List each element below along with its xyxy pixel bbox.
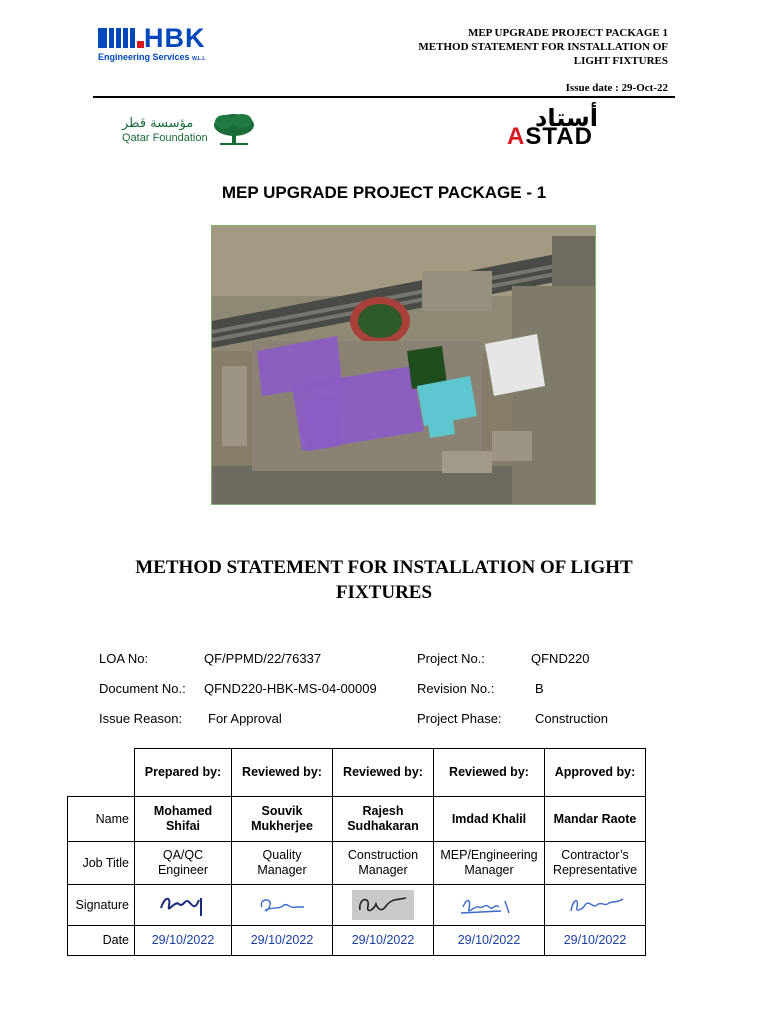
tree-icon — [212, 112, 256, 146]
job-title-cell: Quality Manager — [232, 842, 333, 885]
hbk-logo-wordmark: HBK — [144, 23, 206, 53]
signature-cell — [232, 885, 333, 926]
date-cell: 29/10/2022 — [333, 926, 434, 956]
header-title-line: LIGHT FIXTURES — [573, 55, 668, 67]
aerial-site-image — [211, 225, 596, 505]
header-title-line: METHOD STATEMENT FOR INSTALLATION OF — [418, 41, 668, 53]
astad-wordmark: ASTAD — [507, 123, 593, 150]
row-label-date: Date — [68, 926, 135, 956]
astad-arabic: أستاد — [535, 104, 598, 132]
revision-value: B — [535, 681, 544, 696]
qatar-foundation-arabic: مؤسسة قطر — [122, 116, 194, 131]
name-cell: Mohamed Shifai — [135, 797, 232, 842]
header-title-line: MEP UPGRADE PROJECT PACKAGE 1 — [467, 27, 668, 39]
aerial-map-graphic — [212, 226, 596, 505]
signature-image — [457, 893, 521, 917]
project-phase-label: Project Phase: — [417, 711, 502, 726]
header-title-block — [418, 26, 668, 68]
name-cell: Imdad Khalil — [434, 797, 545, 842]
job-title-cell: MEP/Engineering Manager — [434, 842, 545, 885]
signature-cell — [434, 885, 545, 926]
document-no-label: Document No.: — [99, 681, 186, 696]
signature-row — [68, 885, 646, 926]
job-title-row — [68, 842, 646, 885]
row-label-name: Name — [68, 797, 135, 842]
name-cell: Souvik Mukherjee — [232, 797, 333, 842]
method-statement-title: METHOD STATEMENT FOR INSTALLATION OF LIGHT FIXTURES — [135, 557, 633, 603]
row-label-signature: Signature — [68, 885, 135, 926]
date-cell: 29/10/2022 — [545, 926, 646, 956]
signoff-header-row — [68, 749, 646, 797]
job-title-cell: QA/QC Engineer — [135, 842, 232, 885]
date-row — [68, 926, 646, 956]
column-header: Approved by: — [545, 749, 646, 797]
signature-cell — [333, 885, 434, 926]
header-divider — [93, 96, 675, 98]
date-cell: 29/10/2022 — [434, 926, 545, 956]
signature-image — [563, 893, 627, 917]
signoff-table — [67, 748, 646, 956]
issue-date: Issue date : 29-Oct-22 — [565, 82, 668, 94]
project-no-value: QFND220 — [531, 651, 590, 666]
date-cell: 29/10/2022 — [135, 926, 232, 956]
hbk-logo — [98, 24, 210, 66]
signoff-corner-cell — [68, 749, 135, 797]
column-header: Reviewed by: — [434, 749, 545, 797]
signature-image — [352, 890, 414, 920]
date-cell: 29/10/2022 — [232, 926, 333, 956]
signature-cell — [545, 885, 646, 926]
qatar-foundation-name: Qatar Foundation — [122, 132, 208, 144]
loa-value: QF/PPMD/22/76337 — [204, 651, 322, 666]
revision-label: Revision No.: — [417, 681, 495, 696]
hbk-logo-subtitle: Engineering Services W.L.L — [98, 52, 206, 62]
column-header: Prepared by: — [135, 749, 232, 797]
astad-logo — [505, 104, 630, 150]
project-title: MEP UPGRADE PROJECT PACKAGE - 1 — [221, 183, 547, 202]
hbk-logo-bars — [98, 28, 144, 48]
project-no-label: Project No.: — [417, 651, 485, 666]
document-no-value: QFND220-HBK-MS-04-00009 — [204, 681, 377, 696]
signature-image — [254, 893, 310, 917]
issue-reason-value: For Approval — [208, 711, 282, 726]
signature-image — [155, 890, 211, 920]
qatar-foundation-logo — [120, 112, 260, 148]
row-label-job-title: Job Title — [68, 842, 135, 885]
project-phase-value: Construction — [535, 711, 608, 726]
signature-cell — [135, 885, 232, 926]
name-cell: Mandar Raote — [545, 797, 646, 842]
name-cell: Rajesh Sudhakaran — [333, 797, 434, 842]
name-row — [68, 797, 646, 842]
column-header: Reviewed by: — [333, 749, 434, 797]
column-header: Reviewed by: — [232, 749, 333, 797]
issue-reason-label: Issue Reason: — [99, 711, 183, 726]
loa-label: LOA No: — [99, 651, 149, 666]
job-title-cell: Construction Manager — [333, 842, 434, 885]
job-title-cell: Contractor’s Representative — [545, 842, 646, 885]
